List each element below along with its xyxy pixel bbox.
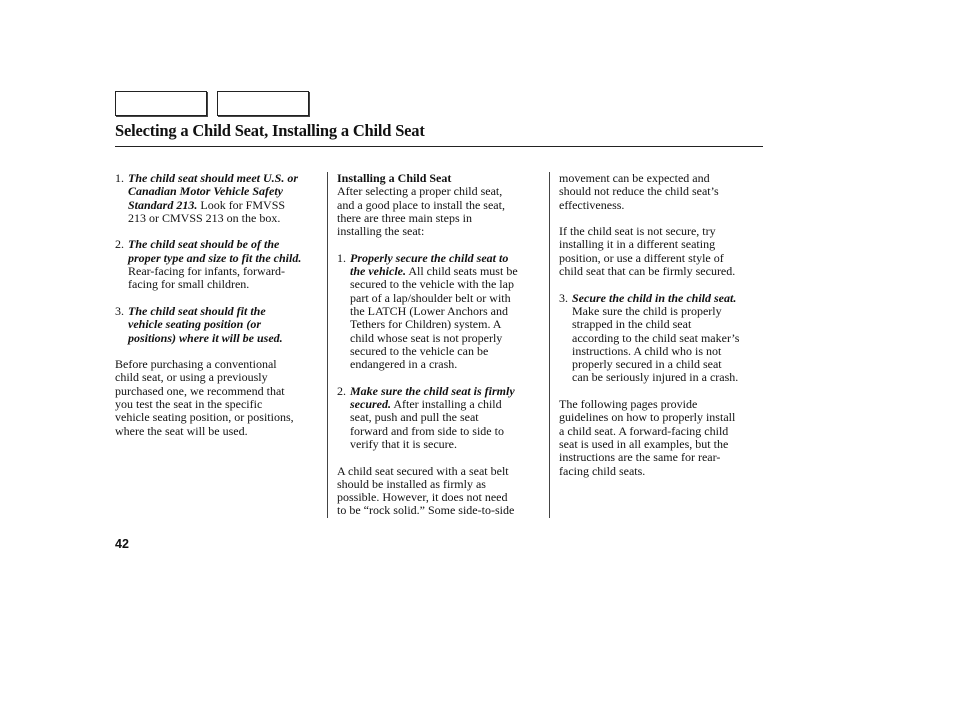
item-line: seat, push and pull the seat [350, 410, 479, 425]
item-line: The child seat should fit the [128, 303, 266, 318]
para-line: facing child seats. [559, 463, 646, 478]
item-line: Look for FMVSS [197, 197, 286, 212]
para-line: movement can be expected and [559, 171, 710, 185]
para-line: where the seat will be used. [115, 423, 248, 438]
requirement-item-3 [115, 305, 320, 345]
para-line: guidelines on how to properly install [559, 410, 736, 425]
item-line: secured to the vehicle can be [350, 343, 489, 358]
item-line: Secure the child in the child seat. [572, 290, 737, 305]
para-line: to be “rock solid.” Some side-to-side [337, 503, 515, 518]
item-line: forward and from side to side to [350, 423, 504, 438]
column-1 [115, 172, 320, 438]
paragraph [559, 225, 764, 278]
item-line: Standard 213. [128, 197, 198, 212]
item-line: verify that it is secure. [350, 436, 457, 451]
para-line: seat is used in all examples, but the [559, 436, 729, 451]
item-line: strapped in the child seat [572, 317, 692, 332]
para-line: child seat, or using a previously [115, 370, 268, 385]
column-divider [549, 172, 550, 518]
para-line: child seat that can be firmly secured. [559, 264, 736, 279]
item-line: child whose seat is not properly [350, 330, 503, 345]
requirement-item-1 [115, 172, 320, 225]
item-line: Make sure the child seat is firmly [350, 383, 515, 398]
item-line: properly secured in a child seat [572, 357, 722, 372]
item-line: Properly secure the child seat to [350, 250, 509, 265]
item-line: The child seat should meet U.S. or [128, 171, 299, 185]
para-line: A child seat secured with a seat belt [337, 463, 509, 478]
item-line: instructions. A child who is not [572, 343, 722, 358]
para-line: Before purchasing a conventional [115, 357, 277, 372]
item-line: The child seat should be of the [128, 237, 280, 252]
para-line: and a good place to install the seat, [337, 197, 505, 212]
para-line: After selecting a proper child seat, [337, 184, 503, 199]
item-line: the LATCH (Lower Anchors and [350, 303, 508, 318]
requirement-item-2 [115, 238, 320, 291]
section-heading: Installing a Child Seat [337, 171, 452, 185]
column-divider [327, 172, 328, 518]
item-line: endangered in a crash. [350, 357, 458, 372]
item-number: 3. [115, 303, 124, 318]
paragraph [559, 172, 764, 212]
nav-button-previous[interactable] [115, 91, 207, 116]
paragraph [115, 358, 320, 438]
para-line: instructions are the same for rear- [559, 450, 721, 465]
item-line: vehicle seating position (or [128, 317, 261, 332]
item-line: 213 or CMVSS 213 on the box. [128, 210, 281, 225]
para-line: installing it in a different seating [559, 237, 716, 252]
item-line: Canadian Motor Vehicle Safety [128, 184, 284, 199]
item-line: Make sure the child is properly [572, 303, 722, 318]
item-line: proper type and size to fit the child. [128, 250, 302, 265]
step-item-1 [337, 252, 542, 372]
item-number: 1. [337, 250, 346, 265]
step-item-3 [559, 292, 764, 385]
para-line: possible. However, it does not need [337, 490, 508, 505]
para-line: should be installed as firmly as [337, 476, 486, 491]
item-line: can be seriously injured in a crash. [572, 370, 739, 385]
item-line: according to the child seat maker’s [572, 330, 740, 345]
item-line: Rear-facing for infants, forward- [128, 264, 286, 279]
item-line: All child seats must be [405, 264, 518, 279]
item-line: Tethers for Children) system. A [350, 317, 502, 332]
para-line: effectiveness. [559, 197, 625, 212]
item-number: 2. [337, 383, 346, 398]
item-line: facing for small children. [128, 277, 250, 292]
paragraph [559, 398, 764, 478]
item-line: the vehicle. [350, 264, 406, 279]
column-3 [559, 172, 764, 478]
column-2 [337, 172, 542, 518]
paragraph [337, 465, 542, 518]
step-item-2 [337, 385, 542, 451]
item-number: 3. [559, 290, 568, 305]
para-line: installing the seat: [337, 224, 425, 239]
item-number: 1. [115, 171, 124, 185]
para-line: position, or use a different style of [559, 250, 724, 265]
para-line: The following pages provide [559, 397, 698, 412]
page-number: 42 [115, 537, 129, 551]
item-number: 2. [115, 237, 124, 252]
para-line: If the child seat is not secure, try [559, 224, 716, 239]
para-line: there are three main steps in [337, 210, 472, 225]
para-line: purchased one, we recommend that [115, 383, 285, 398]
para-line: a child seat. A forward-facing child [559, 423, 729, 438]
page-title: Selecting a Child Seat, Installing a Child Seat [115, 121, 425, 140]
item-line: positions) where it will be used. [128, 330, 283, 345]
para-line: vehicle seating position, or positions, [115, 410, 294, 425]
item-line: secured to the vehicle with the lap [350, 277, 514, 292]
para-line: should not reduce the child seat’s [559, 184, 719, 199]
item-line: part of a lap/shoulder belt or with [350, 290, 511, 305]
title-rule [115, 146, 763, 147]
nav-button-next[interactable] [217, 91, 309, 116]
item-line: secured. [350, 397, 391, 412]
item-line: After installing a child [391, 397, 502, 412]
para-line: you test the seat in the specific [115, 397, 263, 412]
